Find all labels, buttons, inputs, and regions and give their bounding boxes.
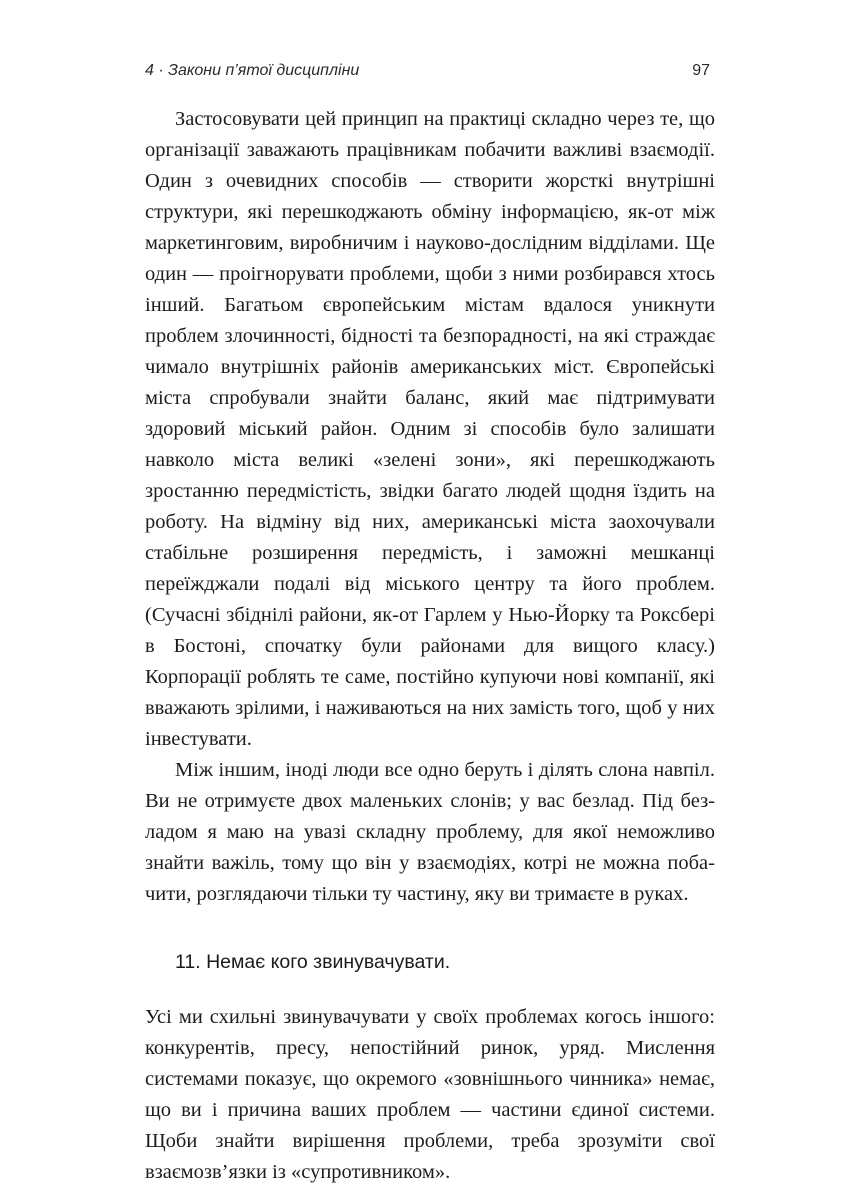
paragraph-2: Між іншим, іноді люди все одно беруть і ділять слона навпіл. Ви не отримуєте двох маленьких слонів; у вас безлад. Під безладом я маю на увазі складну проблему, для якої неможливо знайти важіль, тому що він у взаємодіях, котрі не можна побачити, розглядаючи тільки ту частину, яку ви тримаєте в руках. bbox=[145, 759, 715, 905]
paragraph-3: Усі ми схильні звинувачувати у своїх проблемах когось іншого: конкурентів, пресу, непостійний ринок, уряд. Мислення системами показує, що окремого «зовнішнього чинника» немає, що ви і причина ваших проблем — частини єдиної системи. Щоби знайти вирішення проблеми, треба зрозуміти свої взаємозв’язки із «супротивником». bbox=[145, 1006, 715, 1183]
section-heading: 11. Немає кого звинувачувати. bbox=[175, 951, 451, 973]
body-text bbox=[145, 104, 715, 1188]
chapter-title: 4 · Закони п’ятої дисципліни bbox=[145, 62, 360, 79]
paragraph-1: Застосовувати цей принцип на практиці складно через те, що організації заважають працівникам побачити важливі взаємодії. Один з очевидних способів — створити жорсткі внутрішні структури, які перешкоджають обміну інформацією, як-от між маркетинговим, виробничим і науково-дослідним відділами. Ще один — проігнорувати проблеми, щоби з ними розбирався хтось інший. Багатьом європейським містам вдалося уникнути проблем злочинності, бідності та безпорадності, на які страждає чимало внутрішніх районів американських міст. Європейські міста спробували знайти баланс, який має підтримувати здоровий міський район. Одним зі способів було залишати навколо міста великі «зелені зони», які перешкоджають зростанню передмістість, звідки багато людей щодня їздить на роботу. На відміну від них, американські міста заохочували стабільне розширення передмість, і заможні мешканці переїжджали подалі від міського центру та його проблем. (Сучасні збіднілі райони, як-от Гарлем у Нью-Йорку та Роксбері в Бостоні, спочатку були районами для вищого класу.) Корпорації роблять те саме, постійно купуючи нові компанії, які вважають зрілими, і наживаються на них замість того, щоб у них інвестувати. bbox=[145, 108, 715, 750]
running-head bbox=[145, 60, 710, 86]
page-number: 97 bbox=[692, 62, 710, 79]
